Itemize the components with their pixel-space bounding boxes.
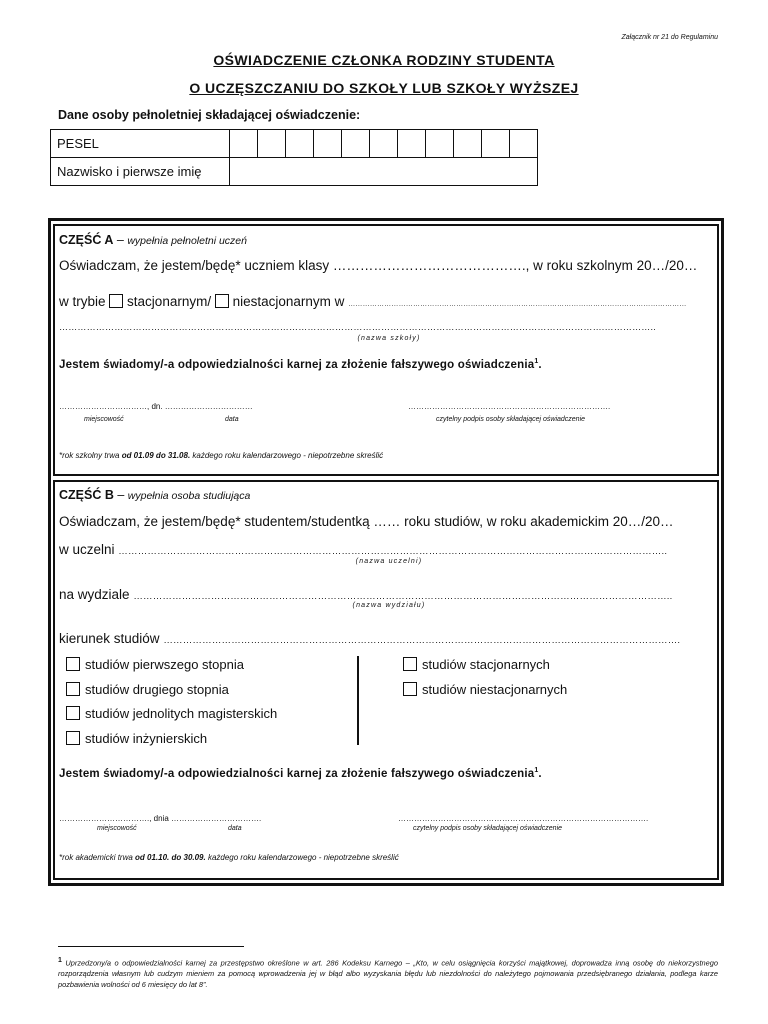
part-a-note-suffix: każdego roku kalendarzowego - niepotrzebne skreślić	[190, 451, 384, 460]
part-b-faculty-dots[interactable]: …………………………………………………………………………………………………………………………………………………..	[133, 591, 673, 602]
part-b-faculty-prefix: na wydziale	[59, 587, 130, 602]
part-b-note-dates: od 01.10. do 30.09.	[135, 853, 206, 862]
part-a-header	[59, 233, 247, 247]
option-second-cycle-checkbox[interactable]	[66, 682, 80, 696]
part-a-title: CZĘŚĆ A	[59, 233, 114, 247]
option-full-time[interactable]	[403, 657, 550, 672]
part-b-university-caption: (nazwa uczelni)	[355, 558, 423, 565]
pesel-digit-5[interactable]	[342, 130, 370, 158]
name-field[interactable]	[230, 158, 538, 186]
option-long-cycle-checkbox[interactable]	[66, 706, 80, 720]
part-a-declaration-text: Jestem świadomy/-a odpowiedzialności karnej za złożenie fałszywego oświadczenia	[59, 358, 535, 371]
part-b-note	[59, 853, 399, 862]
part-b-faculty-caption: (nazwa wydziału)	[352, 602, 426, 609]
part-b-footnote-ref: 1	[534, 767, 539, 774]
pesel-digit-1[interactable]	[230, 130, 258, 158]
part-b-date-label: data	[228, 825, 242, 832]
part-a-place-label: miejscowość	[84, 416, 124, 423]
part-b-declaration: Jestem świadomy/-a odpowiedzialności karnej za złożenie fałszywego oświadczenia$^1$.	[59, 767, 542, 780]
footnote-ref: 1	[58, 957, 62, 964]
part-a-signature-label: czytelny podpis osoby składającej oświadczenie	[436, 416, 586, 423]
options-divider	[357, 656, 359, 745]
part-b-university-dots[interactable]: ……………………………………………………………………………………………………………………………………………………..	[118, 546, 668, 557]
pesel-digit-3[interactable]	[286, 130, 314, 158]
part-a-fulltime-checkbox[interactable]	[109, 294, 123, 308]
footnote	[58, 955, 718, 990]
part-a-parttime-checkbox[interactable]	[215, 294, 229, 308]
part-b-field-row	[59, 631, 680, 646]
part-b-title: CZĘŚĆ B	[59, 488, 114, 502]
part-a-footnote-ref: 1	[534, 358, 539, 365]
part-a-note-prefix: *rok szkolny trwa	[59, 451, 122, 460]
part-a-mode-row	[59, 294, 687, 309]
pesel-digit-11[interactable]	[510, 130, 538, 158]
option-first-cycle[interactable]	[66, 657, 244, 672]
option-part-time[interactable]	[403, 682, 567, 697]
part-b-declaration-text: Jestem świadomy/-a odpowiedzialności karnej za złożenie fałszywego oświadczenia	[59, 767, 535, 780]
pesel-digit-8[interactable]	[426, 130, 454, 158]
option-part-time-label: studiów niestacjonarnych	[422, 682, 568, 697]
option-engineering-label: studiów inżynierskich	[85, 731, 208, 746]
part-a-parttime-label: niestacjonarnym w	[232, 294, 345, 309]
part-a-fulltime-label: stacjonarnym/	[127, 294, 212, 309]
option-second-cycle-label: studiów drugiego stopnia	[85, 682, 229, 697]
part-b-field-prefix: kierunek studiów	[59, 631, 160, 646]
part-a-school-caption: (nazwa szkoły)	[357, 335, 421, 342]
form-title-line2: O UCZĘSZCZANIU DO SZKOŁY LUB SZKOŁY WYŻSZEJ	[189, 80, 579, 96]
part-a-subtitle: wypełnia pełnoletni uczeń	[127, 235, 247, 247]
pesel-digit-2[interactable]	[258, 130, 286, 158]
pesel-digit-7[interactable]	[398, 130, 426, 158]
part-a-mode-dots[interactable]: ……………………………………………………………………………………………………………………………	[348, 301, 687, 308]
part-a-line1: Oświadczam, że jestem/będę* uczniem klasy ……………………………………., w roku szkolnym 20…/20…	[59, 258, 698, 273]
footnote-separator	[58, 946, 244, 947]
person-heading: Dane osoby pełnoletniej składającej oświadczenie:	[58, 108, 361, 122]
part-b-university-prefix: w uczelni	[59, 542, 115, 557]
option-full-time-checkbox[interactable]	[403, 657, 417, 671]
option-engineering-checkbox[interactable]	[66, 731, 80, 745]
part-b-note-prefix: *rok akademicki trwa	[59, 853, 136, 862]
part-b-signature-label: czytelny podpis osoby składającej oświadczenie	[413, 825, 563, 832]
part-a-mode-prefix: w trybie	[59, 294, 106, 309]
part-b-signature-dots[interactable]: ………………………………………………………………………………….	[398, 814, 649, 823]
option-first-cycle-checkbox[interactable]	[66, 657, 80, 671]
part-b-university-row	[59, 542, 667, 557]
part-a-date-label: data	[225, 416, 239, 423]
option-part-time-checkbox[interactable]	[403, 682, 417, 696]
option-long-cycle[interactable]	[66, 706, 277, 721]
part-b-faculty-row	[59, 587, 673, 602]
part-b-place-date-dots[interactable]: ……………………………., dnia …………………………….	[59, 814, 262, 823]
part-a-dash: –	[113, 233, 128, 247]
part-b-header	[59, 488, 250, 502]
footnote-text: Uprzedzony/a o odpowiedzialności karnej za przestępstwo określone w art. 286 Kodeksu Karnego – „Kto, w celu osiągnięcia korzyści majątkowej, doprowadza inną osobę do niekorzystnego rozporządzenia własnym lub cudzym mieniem za pomocą wprowadzenia jej w błąd albo wyzyskania błędu lub niezdolności do należytego pojmowania przedsiębranego działania, podlega karze pozbawienia wolności od 6 miesięcy do lat 8”.	[58, 958, 718, 990]
part-a-note	[59, 451, 383, 460]
pesel-digit-10[interactable]	[482, 130, 510, 158]
part-b-dash: –	[113, 488, 128, 502]
option-long-cycle-label: studiów jednolitych magisterskich	[85, 706, 278, 721]
attachment-note: Załącznik nr 21 do Regulaminu	[621, 34, 718, 41]
form-title-line1: OŚWIADCZENIE CZŁONKA RODZINY STUDENTA	[213, 52, 555, 68]
part-a-signature-dots[interactable]: ………………………………………………………………….	[408, 402, 611, 411]
pesel-digit-6[interactable]	[370, 130, 398, 158]
part-a-school-dots[interactable]: …………………………………………………………………………………………………………………………………………………………….……………..	[59, 322, 656, 332]
option-second-cycle[interactable]	[66, 682, 229, 697]
part-a-note-dates: od 01.09 do 31.08.	[121, 451, 191, 460]
name-label: Nazwisko i pierwsze imię	[51, 158, 230, 186]
option-engineering[interactable]	[66, 731, 207, 746]
pesel-label: PESEL	[51, 130, 230, 158]
person-table	[50, 129, 538, 186]
part-b-place-label: miejscowość	[97, 825, 137, 832]
pesel-digit-9[interactable]	[454, 130, 482, 158]
part-b-line1: Oświadczam, że jestem/będę* studentem/studentką …… roku studiów, w roku akademickim 20…/20…	[59, 514, 674, 529]
part-b-subtitle: wypełnia osoba studiująca	[127, 490, 251, 502]
part-a-place-date-dots[interactable]: ……………………………, dn. ……………………………	[59, 402, 253, 411]
part-b-note-suffix: każdego roku kalendarzowego - niepotrzebne skreślić	[205, 853, 399, 862]
pesel-digit-4[interactable]	[314, 130, 342, 158]
option-full-time-label: studiów stacjonarnych	[422, 657, 550, 672]
part-a-declaration: Jestem świadomy/-a odpowiedzialności karnej za złożenie fałszywego oświadczenia$^1$.	[59, 358, 542, 371]
option-first-cycle-label: studiów pierwszego stopnia	[85, 657, 244, 672]
part-b-field-dots[interactable]: …………………………………………………………………………………………………………………………………………….	[163, 635, 681, 646]
